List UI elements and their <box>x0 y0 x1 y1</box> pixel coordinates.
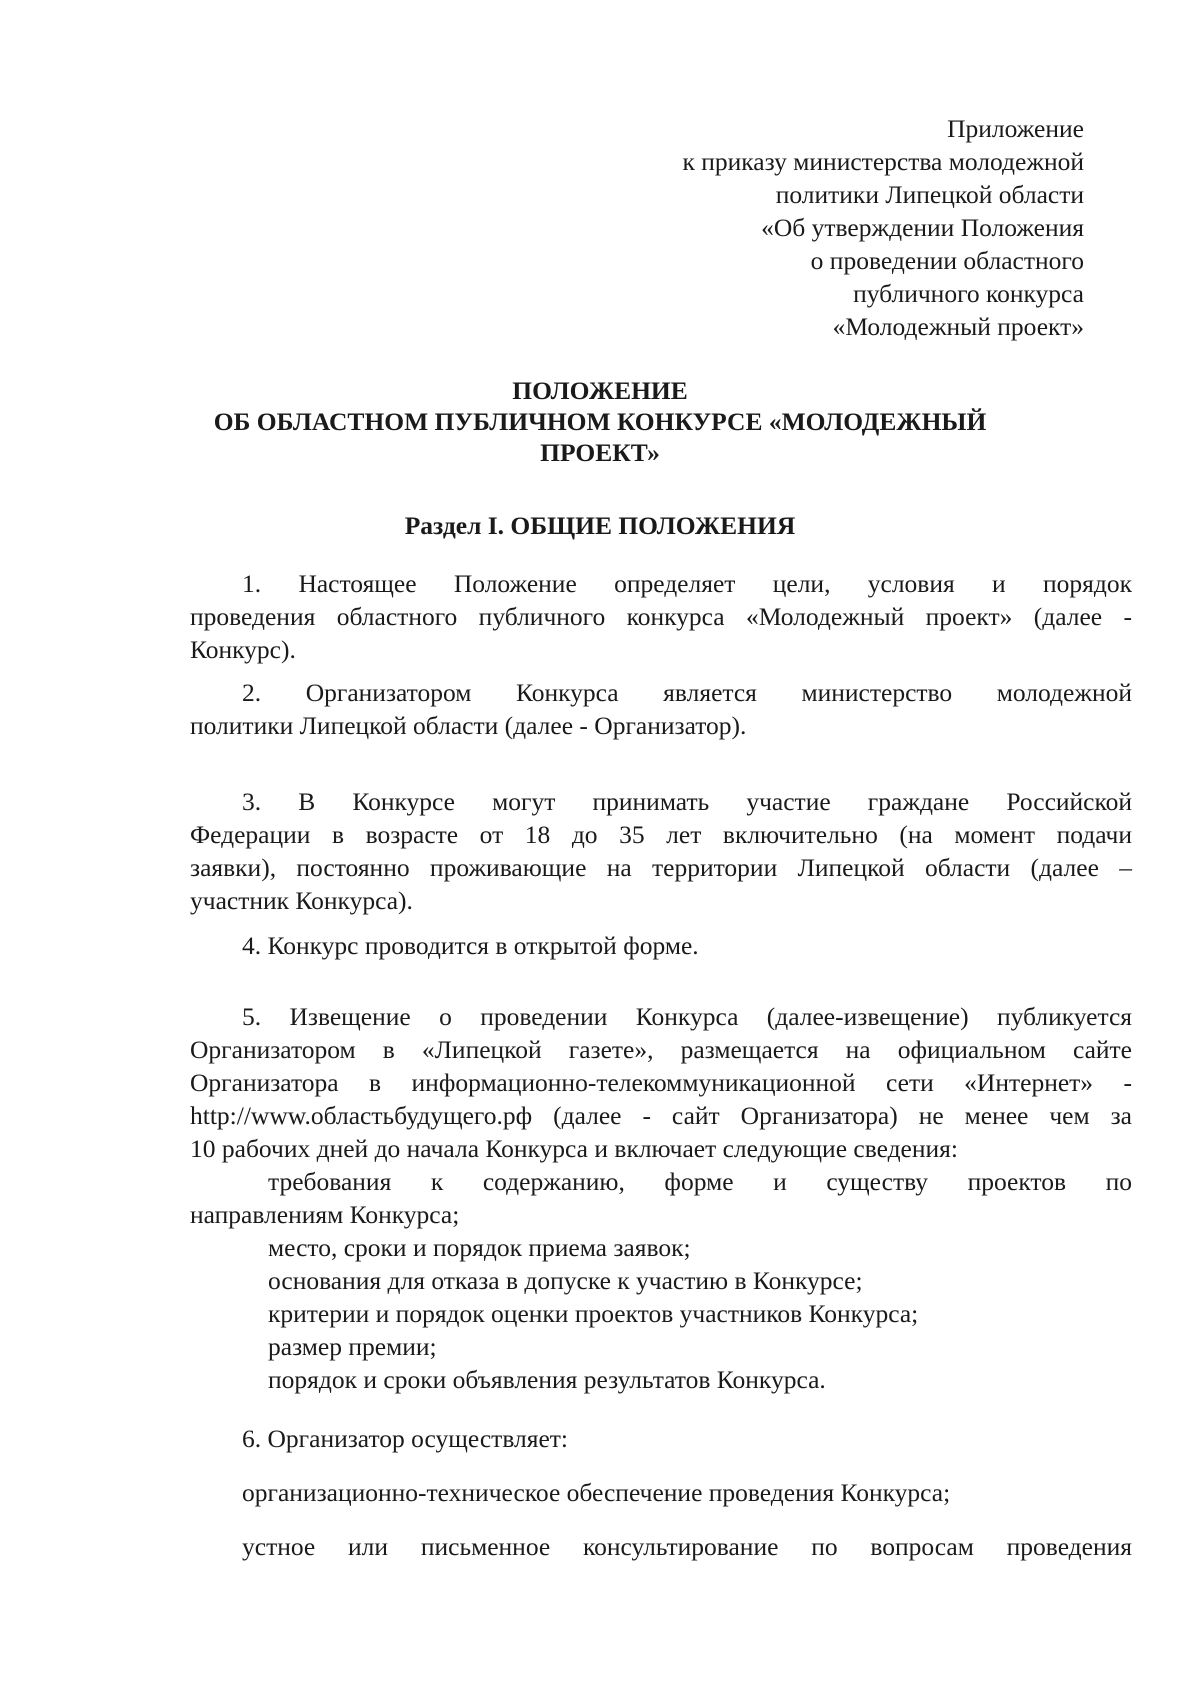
text-line: 2. Организатором Конкурса является министерство молодежной <box>242 678 1132 707</box>
paragraph-1 <box>190 567 1132 666</box>
section-heading: Раздел I. ОБЩИЕ ПОЛОЖЕНИЯ <box>404 511 796 540</box>
header-line: «Молодежный проект» <box>832 312 1084 341</box>
title-line: ОБ ОБЛАСТНОМ ПУБЛИЧНОМ КОНКУРСЕ «МОЛОДЕЖНЫЙ <box>213 407 987 436</box>
text-line: Федерации в возрасте от 18 до 35 лет включительно (на момент подачи <box>190 820 1132 849</box>
list-item: направлениям Конкурса; <box>190 1200 460 1229</box>
title-line: ПРОЕКТ» <box>540 438 660 467</box>
header-line: Приложение <box>947 114 1084 143</box>
header-line: о проведении областного <box>810 246 1084 275</box>
paragraph-2 <box>190 676 1132 742</box>
text-line: участник Конкурса). <box>190 886 413 915</box>
list-item: размер премии; <box>268 1332 437 1361</box>
text-line: устное или письменное консультирование по вопросам проведения <box>242 1532 1132 1561</box>
text-line: http://www.областьбудущего.рф (далее - сайт Организатора) не менее чем за <box>190 1101 1132 1130</box>
text-line: Организатора в информационно-телекоммуникационной сети «Интернет» - <box>190 1068 1132 1097</box>
list-item: требования к содержанию, форме и существу проектов по <box>268 1167 1132 1196</box>
text-line: Конкурс). <box>190 635 296 664</box>
header-line: политики Липецкой области <box>775 180 1084 209</box>
paragraph-6-item-1 <box>190 1476 1132 1509</box>
text-line: 4. Конкурс проводится в открытой форме. <box>242 931 699 960</box>
text-line: 6. Организатор осуществляет: <box>242 1424 569 1453</box>
paragraph-6-item-2 <box>190 1530 1132 1563</box>
paragraph-5 <box>190 1000 1132 1396</box>
text-line: проведения областного публичного конкурса «Молодежный проект» (далее - <box>190 602 1132 631</box>
title-line: ПОЛОЖЕНИЕ <box>512 376 688 405</box>
list-item: критерии и порядок оценки проектов участников Конкурса; <box>268 1299 919 1328</box>
text-line: организационно-техническое обеспечение проведения Конкурса; <box>242 1478 951 1507</box>
list-item: порядок и сроки объявления результатов Конкурса. <box>268 1365 826 1394</box>
text-line: заявки), постоянно проживающие на территории Липецкой области (далее – <box>190 853 1132 882</box>
text-line: Организатором в «Липецкой газете», размещается на официальном сайте <box>190 1035 1132 1064</box>
list-item: место, сроки и порядок приема заявок; <box>268 1233 691 1262</box>
text-line: политики Липецкой области (далее - Организатор). <box>190 711 747 740</box>
appendix-header <box>484 112 1084 343</box>
text-line: 5. Извещение о проведении Конкурса (далее-извещение) публикуется <box>242 1002 1132 1031</box>
paragraph-3 <box>190 785 1132 917</box>
text-line: 3. В Конкурсе могут принимать участие граждане Российской <box>242 787 1132 816</box>
document-title <box>0 375 1200 468</box>
header-line: к приказу министерства молодежной <box>682 147 1084 176</box>
paragraph-6 <box>190 1422 1132 1455</box>
header-line: «Об утверждении Положения <box>761 213 1084 242</box>
text-line: 1. Настоящее Положение определяет цели, условия и порядок <box>242 569 1132 598</box>
text-line: 10 рабочих дней до начала Конкурса и включает следующие сведения: <box>190 1134 958 1163</box>
paragraph-4 <box>190 929 1132 962</box>
list-item: основания для отказа в допуске к участию в Конкурсе; <box>268 1266 863 1295</box>
header-line: публичного конкурса <box>853 279 1084 308</box>
